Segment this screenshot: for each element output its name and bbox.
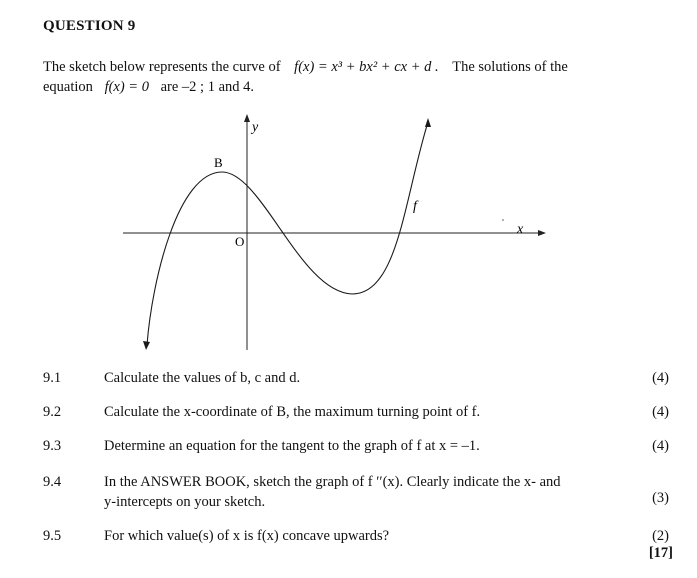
question-number: 9.2 (43, 404, 62, 420)
question-number: 9.5 (43, 528, 62, 544)
intro-text: The sketch below represents the curve of (43, 59, 281, 75)
question-marks: (4) (652, 438, 669, 454)
question-text-line-1: In the ANSWER BOOK, sketch the graph of f ′′(x). Clearly indicate the x- and (104, 474, 561, 490)
x-axis-label: x (517, 222, 524, 237)
point-b-label: B (214, 155, 223, 170)
question-marks: (2) (652, 528, 669, 544)
y-axis-arrow (244, 114, 250, 122)
solutions-text: are –2 ; 1 and 4. (160, 79, 255, 95)
equation-formula: f(x) = 0 (104, 79, 149, 95)
y-axis-label: y (252, 120, 259, 135)
question-marks: (3) (652, 490, 669, 506)
question-text: Calculate the values of b, c and d. (104, 370, 301, 386)
question-number: 9.1 (43, 370, 62, 386)
stray-dot (502, 219, 504, 221)
function-formula: f(x) = x³ + bx² + cx + d . (294, 59, 439, 75)
curve-top-arrow (425, 118, 431, 127)
curve-bottom-arrow (143, 341, 150, 350)
question-text: For which value(s) of x is f(x) concave upwards? (104, 528, 390, 544)
question-heading: QUESTION 9 (43, 18, 136, 34)
question-marks: (4) (652, 404, 669, 420)
x-axis-arrow (538, 230, 546, 236)
question-marks: (4) (652, 370, 669, 386)
total-marks: [17] (648, 545, 673, 561)
question-text-line-2: y-intercepts on your sketch. (104, 494, 266, 510)
intro-text: equation (43, 79, 93, 95)
curve-label: f (413, 199, 417, 214)
question-text: Determine an equation for the tangent to the graph of f at x = –1. (104, 438, 480, 454)
intro-text-end: The solutions of the (452, 59, 568, 75)
question-text: Calculate the x-coordinate of B, the maximum turning point of f. (104, 404, 481, 420)
origin-label: O (235, 234, 245, 249)
question-number: 9.3 (43, 438, 62, 454)
question-number: 9.4 (43, 474, 62, 490)
